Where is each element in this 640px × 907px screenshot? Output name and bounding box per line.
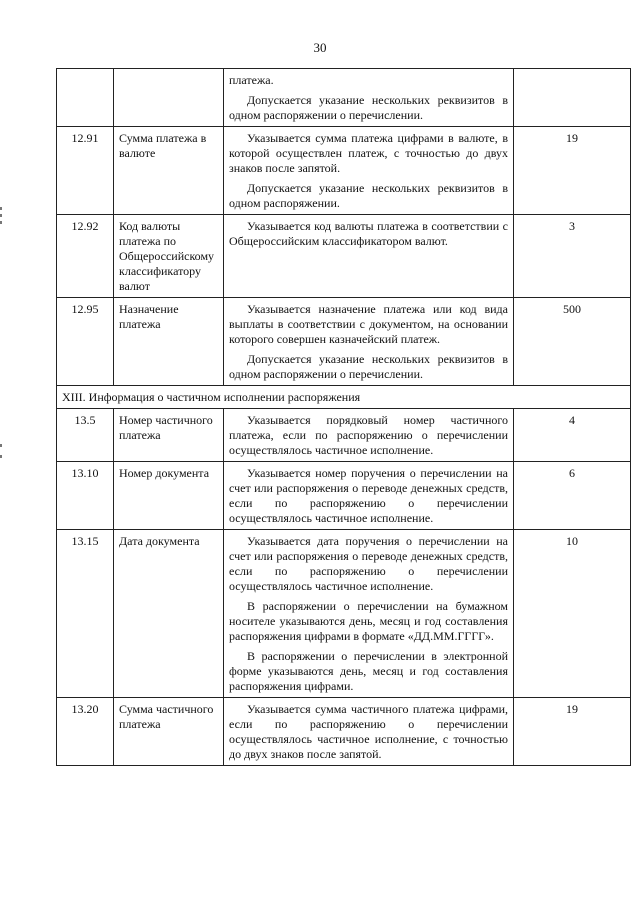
- requisite-name: Назначение платежа: [114, 298, 224, 386]
- requisite-max-length: 6: [514, 462, 631, 530]
- description-paragraph: Допускается указание нескольких реквизитов в одном распоряжении.: [229, 181, 508, 210]
- requisite-number: 13.15: [57, 530, 114, 698]
- requisite-description: [224, 530, 514, 698]
- requisite-max-length: 19: [514, 127, 631, 215]
- description-paragraph: Указывается номер поручения о перечислении на счет или распоряжения о переводе денежных средств, если по распоряжению о перечислении осуществлялось частичное исполнение.: [229, 466, 508, 525]
- requisite-number: 12.91: [57, 127, 114, 215]
- requisite-max-length: 3: [514, 215, 631, 298]
- requisite-max-length: 4: [514, 409, 631, 462]
- table-row: [57, 69, 631, 127]
- description-paragraph: платежа.: [229, 73, 274, 87]
- description-paragraph: Допускается указание нескольких реквизитов в одном распоряжении о перечислении.: [229, 352, 508, 381]
- description-paragraph: В распоряжении о перечислении на бумажном носителе указываются день, месяц и год составления распоряжения цифрами в формате «ДД.ММ.ГГГГ».: [229, 599, 508, 643]
- requisite-description: [224, 409, 514, 462]
- table-body: [57, 69, 631, 766]
- table-row: [57, 298, 631, 386]
- requisite-description: [224, 127, 514, 215]
- requisite-description: [224, 298, 514, 386]
- requisite-max-length: 19: [514, 698, 631, 766]
- requisite-max-length: [514, 69, 631, 127]
- requisite-number: [57, 69, 114, 127]
- requisite-max-length: 10: [514, 530, 631, 698]
- requisite-number: 13.5: [57, 409, 114, 462]
- requisite-description: [224, 462, 514, 530]
- table-row: [57, 215, 631, 298]
- table-row: [57, 698, 631, 766]
- section-row: [57, 386, 631, 409]
- description-paragraph: Указывается сумма платежа цифрами в валюте, в которой осуществлен платеж, с точностью до двух знаков после запятой.: [229, 131, 508, 175]
- requisite-name: Номер частичного платежа: [114, 409, 224, 462]
- description-paragraph: Указывается порядковый номер частичного платежа, если по распоряжению о перечислении осуществлялось частичное исполнение.: [229, 413, 508, 457]
- requisite-name: Дата документа: [114, 530, 224, 698]
- table-row: [57, 462, 631, 530]
- scan-mark: [0, 455, 2, 458]
- requisite-name: Сумма частичного платежа: [114, 698, 224, 766]
- page-number: 30: [313, 40, 327, 55]
- requisite-description: [224, 698, 514, 766]
- description-paragraph: Указывается сумма частичного платежа цифрами, если по распоряжению о перечислении осуществлялось частичное исполнение, с точностью до двух знаков после запятой.: [229, 702, 508, 761]
- requisite-number: 13.20: [57, 698, 114, 766]
- requisite-description: [224, 215, 514, 298]
- description-paragraph: Указывается код валюты платежа в соответствии с Общероссийским классификатором валют.: [229, 219, 508, 248]
- scan-mark: [0, 207, 2, 210]
- requisite-name: Сумма платежа в валюте: [114, 127, 224, 215]
- description-paragraph: В распоряжении о перечислении в электронной форме указываются день, месяц и год составления распоряжения цифрами.: [229, 649, 508, 693]
- description-paragraph: Указывается назначение платежа или код вида выплаты в соответствии с документом, на основании которого совершен казначейский платеж.: [229, 302, 508, 346]
- requisite-name: Код валюты платежа по Общероссийскому классификатору валют: [114, 215, 224, 298]
- table-row: [57, 127, 631, 215]
- requisite-number: 13.10: [57, 462, 114, 530]
- description-paragraph: Допускается указание нескольких реквизитов в одном распоряжении о перечислении.: [229, 93, 508, 122]
- requisite-number: 12.95: [57, 298, 114, 386]
- scan-mark: [0, 214, 2, 217]
- table-row: [57, 530, 631, 698]
- requisite-name: Номер документа: [114, 462, 224, 530]
- scan-mark: [0, 221, 2, 224]
- section-title: XIII. Информация о частичном исполнении распоряжения: [57, 386, 631, 409]
- scan-mark: [0, 444, 2, 447]
- table-row: [57, 409, 631, 462]
- requisite-number: 12.92: [57, 215, 114, 298]
- requisite-name: [114, 69, 224, 127]
- description-paragraph: Указывается дата поручения о перечислении на счет или распоряжения о переводе денежных средств, если по распоряжению о перечислении осуществлялось частичное исполнение.: [229, 534, 508, 593]
- requisite-description: [224, 69, 514, 127]
- requisites-table: [56, 68, 631, 766]
- requisite-max-length: 500: [514, 298, 631, 386]
